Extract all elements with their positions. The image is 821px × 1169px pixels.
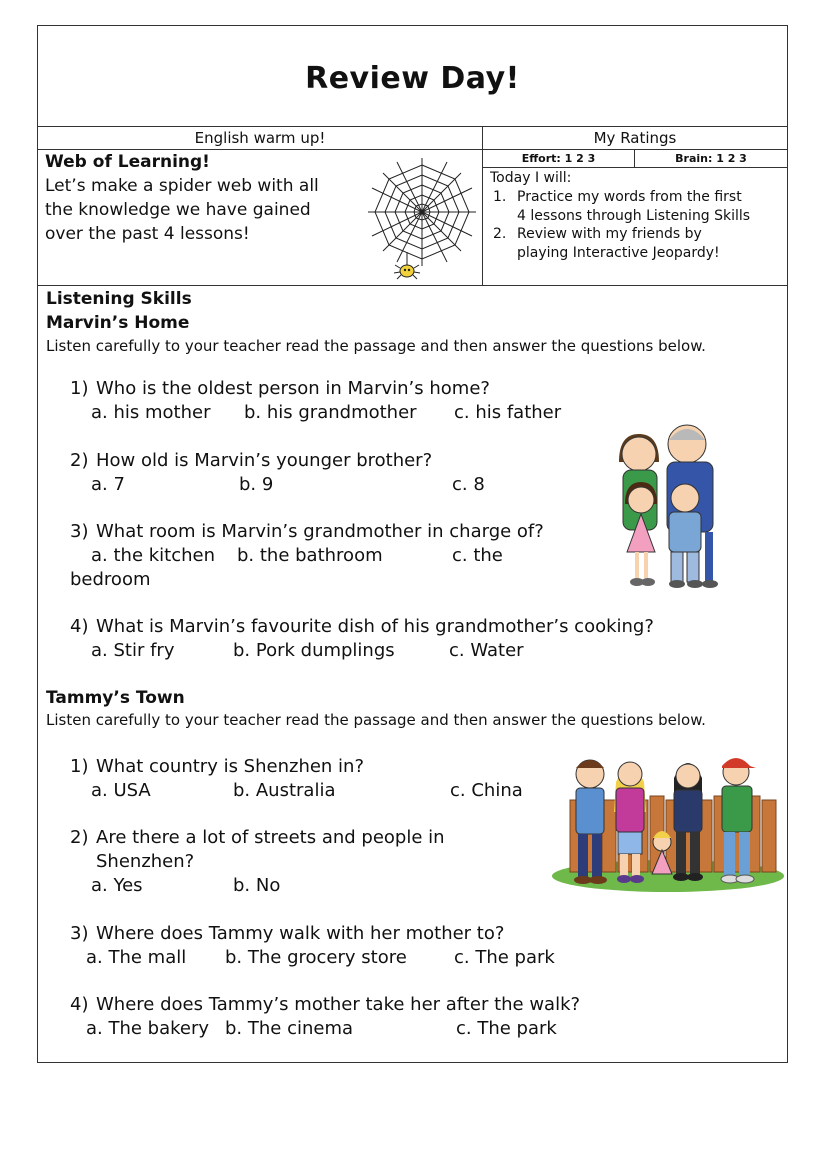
answer-option: b. Pork dumplings: [233, 640, 395, 661]
answer-option: b. 9: [239, 474, 274, 495]
brain-rating: Brain: 1 2 3: [675, 152, 747, 165]
goal-item: [493, 188, 777, 226]
section-instruction: Listen carefully to your teacher read the passage and then answer the questions below.: [46, 337, 706, 355]
question: [70, 450, 432, 471]
question-text: Are there a lot of streets and people in: [96, 827, 445, 848]
question-text: What is Marvin’s favourite dish of his grandmother’s cooking?: [96, 616, 654, 637]
warmup-text: [45, 174, 355, 246]
answer-option: bedroom: [70, 569, 151, 590]
answer-option: b. the bathroom: [237, 545, 383, 566]
question-number: 1): [70, 378, 89, 399]
answer-option: c. China: [450, 780, 523, 801]
family-illustration: [611, 402, 733, 592]
goal-number: 2.: [493, 226, 507, 242]
today-label: Today I will:: [490, 170, 572, 186]
question: [70, 827, 445, 848]
question: [70, 378, 490, 399]
title-row: [38, 26, 787, 127]
answer-option: c. the: [452, 545, 503, 566]
goal-number: 1.: [493, 189, 507, 205]
warmup-title: Web of Learning!: [45, 152, 210, 172]
question-text: Where does Tammy’s mother take her after the walk?: [96, 994, 581, 1015]
question: [70, 994, 580, 1015]
warmup-line: the knowledge we have gained: [45, 200, 311, 220]
goal-line: playing Interactive Jeopardy!: [517, 245, 720, 261]
listening-title: Listening Skills: [46, 289, 192, 309]
answer-option: a. Yes: [91, 875, 143, 896]
answer-option: a. USA: [91, 780, 151, 801]
question-text: What room is Marvin’s grandmother in charge of?: [96, 521, 544, 542]
question-text: What country is Shenzhen in?: [96, 756, 365, 777]
question-text-continued: Shenzhen?: [96, 851, 195, 872]
spider-web-icon: [363, 154, 481, 282]
goal-line: Review with my friends by: [517, 226, 702, 242]
worksheet: [37, 25, 788, 1063]
question-number: 3): [70, 923, 89, 944]
ratings-header: My Ratings: [483, 126, 787, 150]
answer-option: c. 8: [452, 474, 485, 495]
answer-option: c. The park: [456, 1018, 557, 1039]
rating-row: [483, 150, 787, 168]
page-title: Review Day!: [305, 60, 520, 96]
answer-option: a. The bakery: [86, 1018, 210, 1039]
question-text: How old is Marvin’s younger brother?: [96, 450, 433, 471]
effort-rating: Effort: 1 2 3: [483, 150, 635, 167]
section-title: Tammy’s Town: [46, 688, 185, 708]
question-number: 2): [70, 450, 89, 471]
answer-option: a. The mall: [86, 947, 187, 968]
question: [70, 521, 544, 542]
answer-option: c. Water: [449, 640, 524, 661]
question: [70, 616, 654, 637]
answer-option: b. Australia: [233, 780, 336, 801]
answer-option: a. 7: [91, 474, 125, 495]
question-number: 1): [70, 756, 89, 777]
answer-option: b. his grandmother: [244, 402, 417, 423]
answer-option: a. the kitchen: [91, 545, 216, 566]
question-text: Where does Tammy walk with her mother to?: [96, 923, 505, 944]
answer-option: a. his mother: [91, 402, 211, 423]
warmup-line: over the past 4 lessons!: [45, 224, 250, 244]
question-number: 4): [70, 994, 89, 1015]
warmup-line: Let’s make a spider web with all: [45, 176, 319, 196]
ratings-cell: [483, 150, 787, 286]
goal-line: 4 lessons through Listening Skills: [517, 208, 751, 224]
warmup-cell: [38, 150, 483, 286]
answer-option: b. The grocery store: [225, 947, 407, 968]
warmup-header: English warm up!: [38, 126, 483, 150]
question-number: 4): [70, 616, 89, 637]
friends-illustration: [550, 752, 786, 894]
answer-option: a. Stir fry: [91, 640, 175, 661]
question: [70, 756, 364, 777]
question-number: 2): [70, 827, 89, 848]
question-number: 3): [70, 521, 89, 542]
answer-option: b. No: [233, 875, 281, 896]
goal-line: Practice my words from the first: [517, 189, 742, 205]
answer-option: c. his father: [454, 402, 562, 423]
section-title: Marvin’s Home: [46, 313, 190, 333]
question-text: Who is the oldest person in Marvin’s home?: [96, 378, 490, 399]
section-instruction: Listen carefully to your teacher read the passage and then answer the questions below.: [46, 711, 706, 729]
goal-item: [493, 225, 777, 263]
answer-option: b. The cinema: [225, 1018, 354, 1039]
answer-option: c. The park: [454, 947, 555, 968]
question: [70, 923, 504, 944]
